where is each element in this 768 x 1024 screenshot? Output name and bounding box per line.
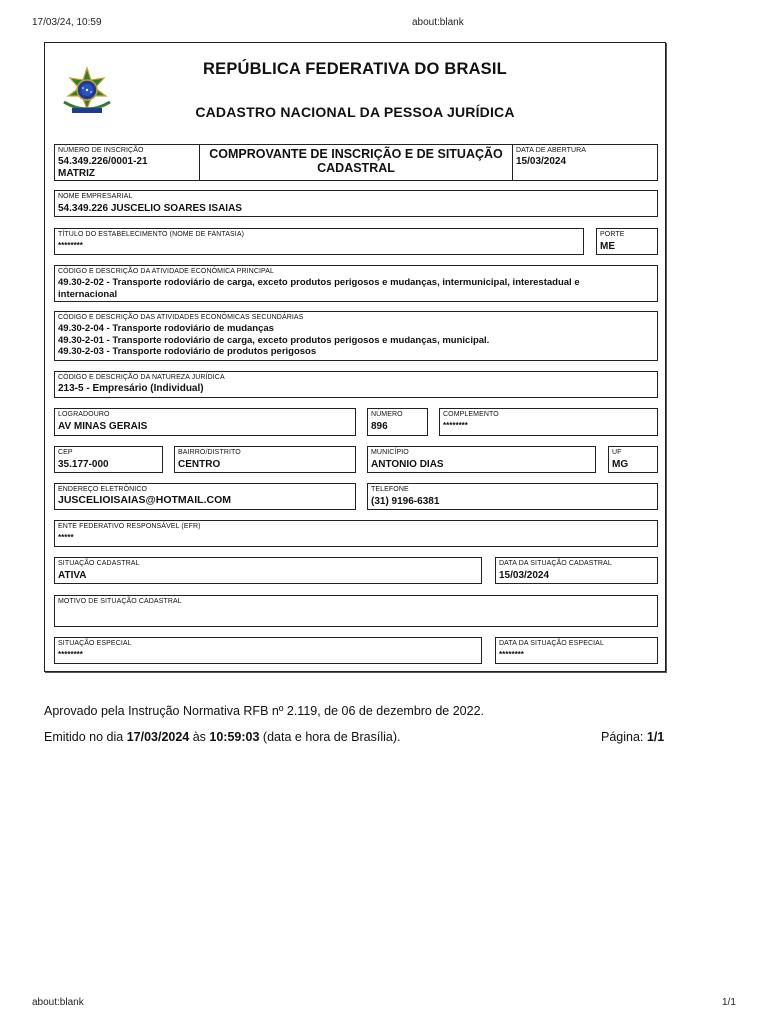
page-label: Página: — [601, 730, 647, 744]
section-title-line2: CADASTRAL — [317, 161, 395, 175]
abertura-box — [512, 144, 658, 181]
data-situacao-box — [495, 557, 658, 584]
emission-suffix: (data e hora de Brasília). — [259, 730, 401, 744]
efr-value: ***** — [58, 533, 74, 542]
natureza-label: CÓDIGO E DESCRIÇÃO DA NATUREZA JURÍDICA — [58, 374, 225, 381]
cep-box — [54, 446, 163, 473]
data-situacao-especial-label: DATA DA SITUAÇÃO ESPECIAL — [499, 640, 604, 647]
bairro-label: BAIRRO/DISTRITO — [178, 449, 241, 456]
complemento-box — [439, 408, 658, 436]
natureza-box — [54, 371, 658, 398]
emission-note — [44, 730, 401, 744]
municipio-value: ANTONIO DIAS — [371, 459, 444, 470]
abertura-label: DATA DE ABERTURA — [516, 147, 587, 154]
situacao-especial-label: SITUAÇÃO ESPECIAL — [58, 640, 132, 647]
porte-label: PORTE — [600, 231, 625, 238]
natureza-value: 213-5 - Empresário (Individual) — [58, 383, 204, 394]
data-situacao-label: DATA DA SITUAÇÃO CADASTRAL — [499, 560, 612, 567]
print-footer-url: about:blank — [32, 997, 84, 1008]
bairro-box — [174, 446, 356, 473]
email-box — [54, 483, 356, 510]
bairro-value: CENTRO — [178, 459, 221, 470]
porte-value: ME — [600, 241, 615, 252]
data-situacao-especial-value: ******** — [499, 650, 524, 659]
motivo-label: MOTIVO DE SITUAÇÃO CADASTRAL — [58, 598, 182, 605]
atividade-secundaria-item: 49.30-2-04 - Transporte rodoviário de mudanças — [58, 323, 274, 334]
atividades-secundarias-box — [54, 311, 658, 361]
nome-label: NOME EMPRESARIAL — [58, 193, 133, 200]
atividade-secundaria-item: 49.30-2-03 - Transporte rodoviário de produtos perigosos — [58, 346, 317, 357]
abertura-value: 15/03/2024 — [516, 156, 567, 167]
email-label: ENDEREÇO ELETRÔNICO — [58, 486, 148, 493]
complemento-label: COMPLEMENTO — [443, 411, 499, 418]
fantasia-box — [54, 228, 584, 255]
data-situacao-especial-box — [495, 637, 658, 664]
logradouro-label: LOGRADOURO — [58, 411, 110, 418]
municipio-box — [367, 446, 596, 473]
email-value: JUSCELIOISAIAS@HOTMAIL.COM — [58, 494, 231, 506]
efr-label: ENTE FEDERATIVO RESPONSÁVEL (EFR) — [58, 523, 201, 530]
uf-box — [608, 446, 658, 473]
inscricao-type: MATRIZ — [58, 167, 96, 179]
complemento-value: ******** — [443, 421, 468, 430]
situacao-value: ATIVA — [58, 570, 87, 581]
cep-value: 35.177-000 — [58, 459, 109, 470]
numero-box — [367, 408, 428, 436]
uf-value: MG — [612, 459, 629, 470]
situacao-especial-value: ******** — [58, 650, 83, 659]
atividade-principal-label: CÓDIGO E DESCRIÇÃO DA ATIVIDADE ECONÔMICA PRINCIPAL — [58, 268, 275, 275]
inscricao-value: 54.349.226/0001-21 — [58, 156, 148, 167]
emission-mid: às — [189, 730, 210, 744]
fantasia-value: ******** — [58, 241, 83, 250]
atividade-principal-line1: 49.30-2-02 - Transporte rodoviário de carga, exceto produtos perigosos e mudanças, intermunicipal, interestadual e — [58, 277, 580, 288]
situacao-especial-box — [54, 637, 482, 664]
porte-box — [596, 228, 658, 255]
document-subtitle: CADASTRO NACIONAL DA PESSOA JURÍDICA — [195, 104, 515, 120]
approval-note: Aprovado pela Instrução Normativa RFB nº 2.119, de 06 de dezembro de 2022. — [44, 704, 485, 718]
print-timestamp: 17/03/24, 10:59 — [32, 17, 102, 28]
page-value: 1/1 — [646, 730, 665, 744]
atividade-secundaria-item: 49.30-2-01 - Transporte rodoviário de carga, exceto produtos perigosos e mudanças, municipal. — [58, 334, 490, 346]
telefone-label: TELEFONE — [371, 486, 409, 493]
page-indicator — [601, 730, 664, 744]
emission-time: 10:59:03 — [209, 730, 260, 744]
numero-value: 896 — [371, 421, 388, 432]
telefone-box — [367, 483, 658, 510]
situacao-box — [54, 557, 482, 584]
document-title: REPÚBLICA FEDERATIVA DO BRASIL — [203, 60, 507, 78]
municipio-label: MUNICÍPIO — [371, 449, 409, 456]
efr-box — [54, 520, 658, 547]
inscricao-label: NÚMERO DE INSCRIÇÃO — [58, 147, 144, 154]
logradouro-value: AV MINAS GERAIS — [58, 421, 148, 432]
fantasia-label: TÍTULO DO ESTABELECIMENTO (NOME DE FANTASIA) — [58, 231, 245, 238]
logradouro-box — [54, 408, 356, 436]
print-footer-page: 1/1 — [722, 997, 736, 1008]
atividade-principal-box — [54, 265, 658, 302]
data-situacao-value: 15/03/2024 — [499, 570, 550, 581]
emission-prefix: Emitido no dia — [44, 730, 127, 744]
telefone-value: (31) 9196-6381 — [371, 496, 440, 507]
atividades-secundarias-label: CÓDIGO E DESCRIÇÃO DAS ATIVIDADES ECONÔMICAS SECUNDÁRIAS — [58, 314, 304, 321]
motivo-box — [54, 595, 658, 627]
cep-label: CEP — [58, 449, 73, 456]
nome-value: 54.349.226 JUSCELIO SOARES ISAIAS — [58, 203, 242, 214]
section-title-line1: COMPROVANTE DE INSCRIÇÃO E DE SITUAÇÃO — [209, 147, 503, 161]
inscricao-box — [54, 144, 200, 181]
nome-box — [54, 190, 658, 217]
print-title: about:blank — [412, 17, 464, 28]
uf-label: UF — [612, 449, 622, 456]
numero-label: NÚMERO — [371, 411, 403, 418]
atividade-principal-line2: internacional — [58, 288, 118, 300]
section-title-box — [199, 144, 513, 181]
situacao-label: SITUAÇÃO CADASTRAL — [58, 560, 140, 567]
emission-date: 17/03/2024 — [126, 730, 190, 744]
